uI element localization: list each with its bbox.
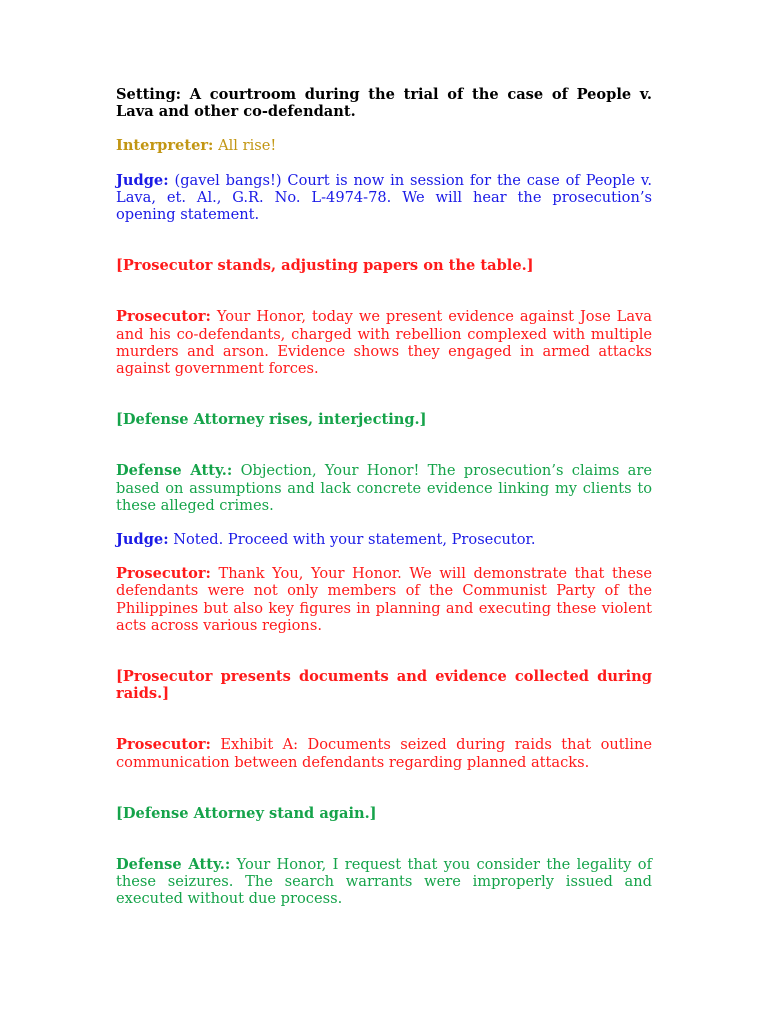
speaker-defense: Defense Atty.: <box>116 462 233 480</box>
stage-direction: [Prosecutor stands, adjusting papers on the table.] <box>116 257 534 275</box>
speaker-judge: Judge: <box>116 171 169 189</box>
script-page <box>116 86 652 908</box>
setting-line: Setting: A courtroom during the trial of the case of People v. Lava and other co-defendant. <box>116 86 652 121</box>
dialogue-text: Your Honor, today we present evidence against Jose Lava and his co-defendants, charged with rebellion complexed with multiple murders and arson. Evidence shows they engaged in armed attacks against government forces. <box>116 308 652 378</box>
speaker-judge: Judge: <box>116 531 169 549</box>
speaker-defense: Defense Atty.: <box>116 856 231 874</box>
speaker-interpreter: Interpreter: <box>116 137 214 155</box>
dialogue-text: (gavel bangs!) Court is now in session for the case of People v. Lava, et. Al., G.R. No. L-4974-78. We will hear the prosecution’s opening statement. <box>116 171 652 224</box>
dialogue-text: Exhibit A: Documents seized during raids that outline communication between defendants regarding planned attacks. <box>116 736 652 771</box>
judge-line <box>116 172 652 224</box>
dialogue-text: Thank You, Your Honor. We will demonstrate that these defendants were not only members of the Communist Party of the Philippines but also key figures in planning and executing these violent acts across various regions. <box>116 565 652 634</box>
stage-direction: [Defense Attorney rises, interjecting.] <box>116 411 427 429</box>
dialogue-text: Objection, Your Honor! The prosecution’s claims are based on assumptions and lack concrete evidence linking my clients to these alleged crimes. <box>116 462 652 514</box>
dialogue-text: Noted. Proceed with your statement, Prosecutor. <box>168 531 536 549</box>
speaker-prosecutor: Prosecutor: <box>116 565 211 583</box>
interpreter-line <box>116 137 652 154</box>
prosecutor-line <box>116 736 652 770</box>
speaker-prosecutor: Prosecutor: <box>116 736 211 754</box>
dialogue-text: All rise! <box>213 137 277 155</box>
stage-direction: [Prosecutor presents documents and evidence collected during raids.] <box>116 668 652 703</box>
prosecutor-line <box>116 308 652 377</box>
judge-line <box>116 531 652 548</box>
defense-line <box>116 462 652 514</box>
speaker-prosecutor: Prosecutor: <box>116 308 211 326</box>
prosecutor-line <box>116 565 652 634</box>
stage-direction: [Defense Attorney stand again.] <box>116 804 377 822</box>
dialogue-text: Your Honor, I request that you consider the legality of these seizures. The search warrants were improperly issued and executed without due process. <box>116 856 652 908</box>
defense-line <box>116 856 652 908</box>
